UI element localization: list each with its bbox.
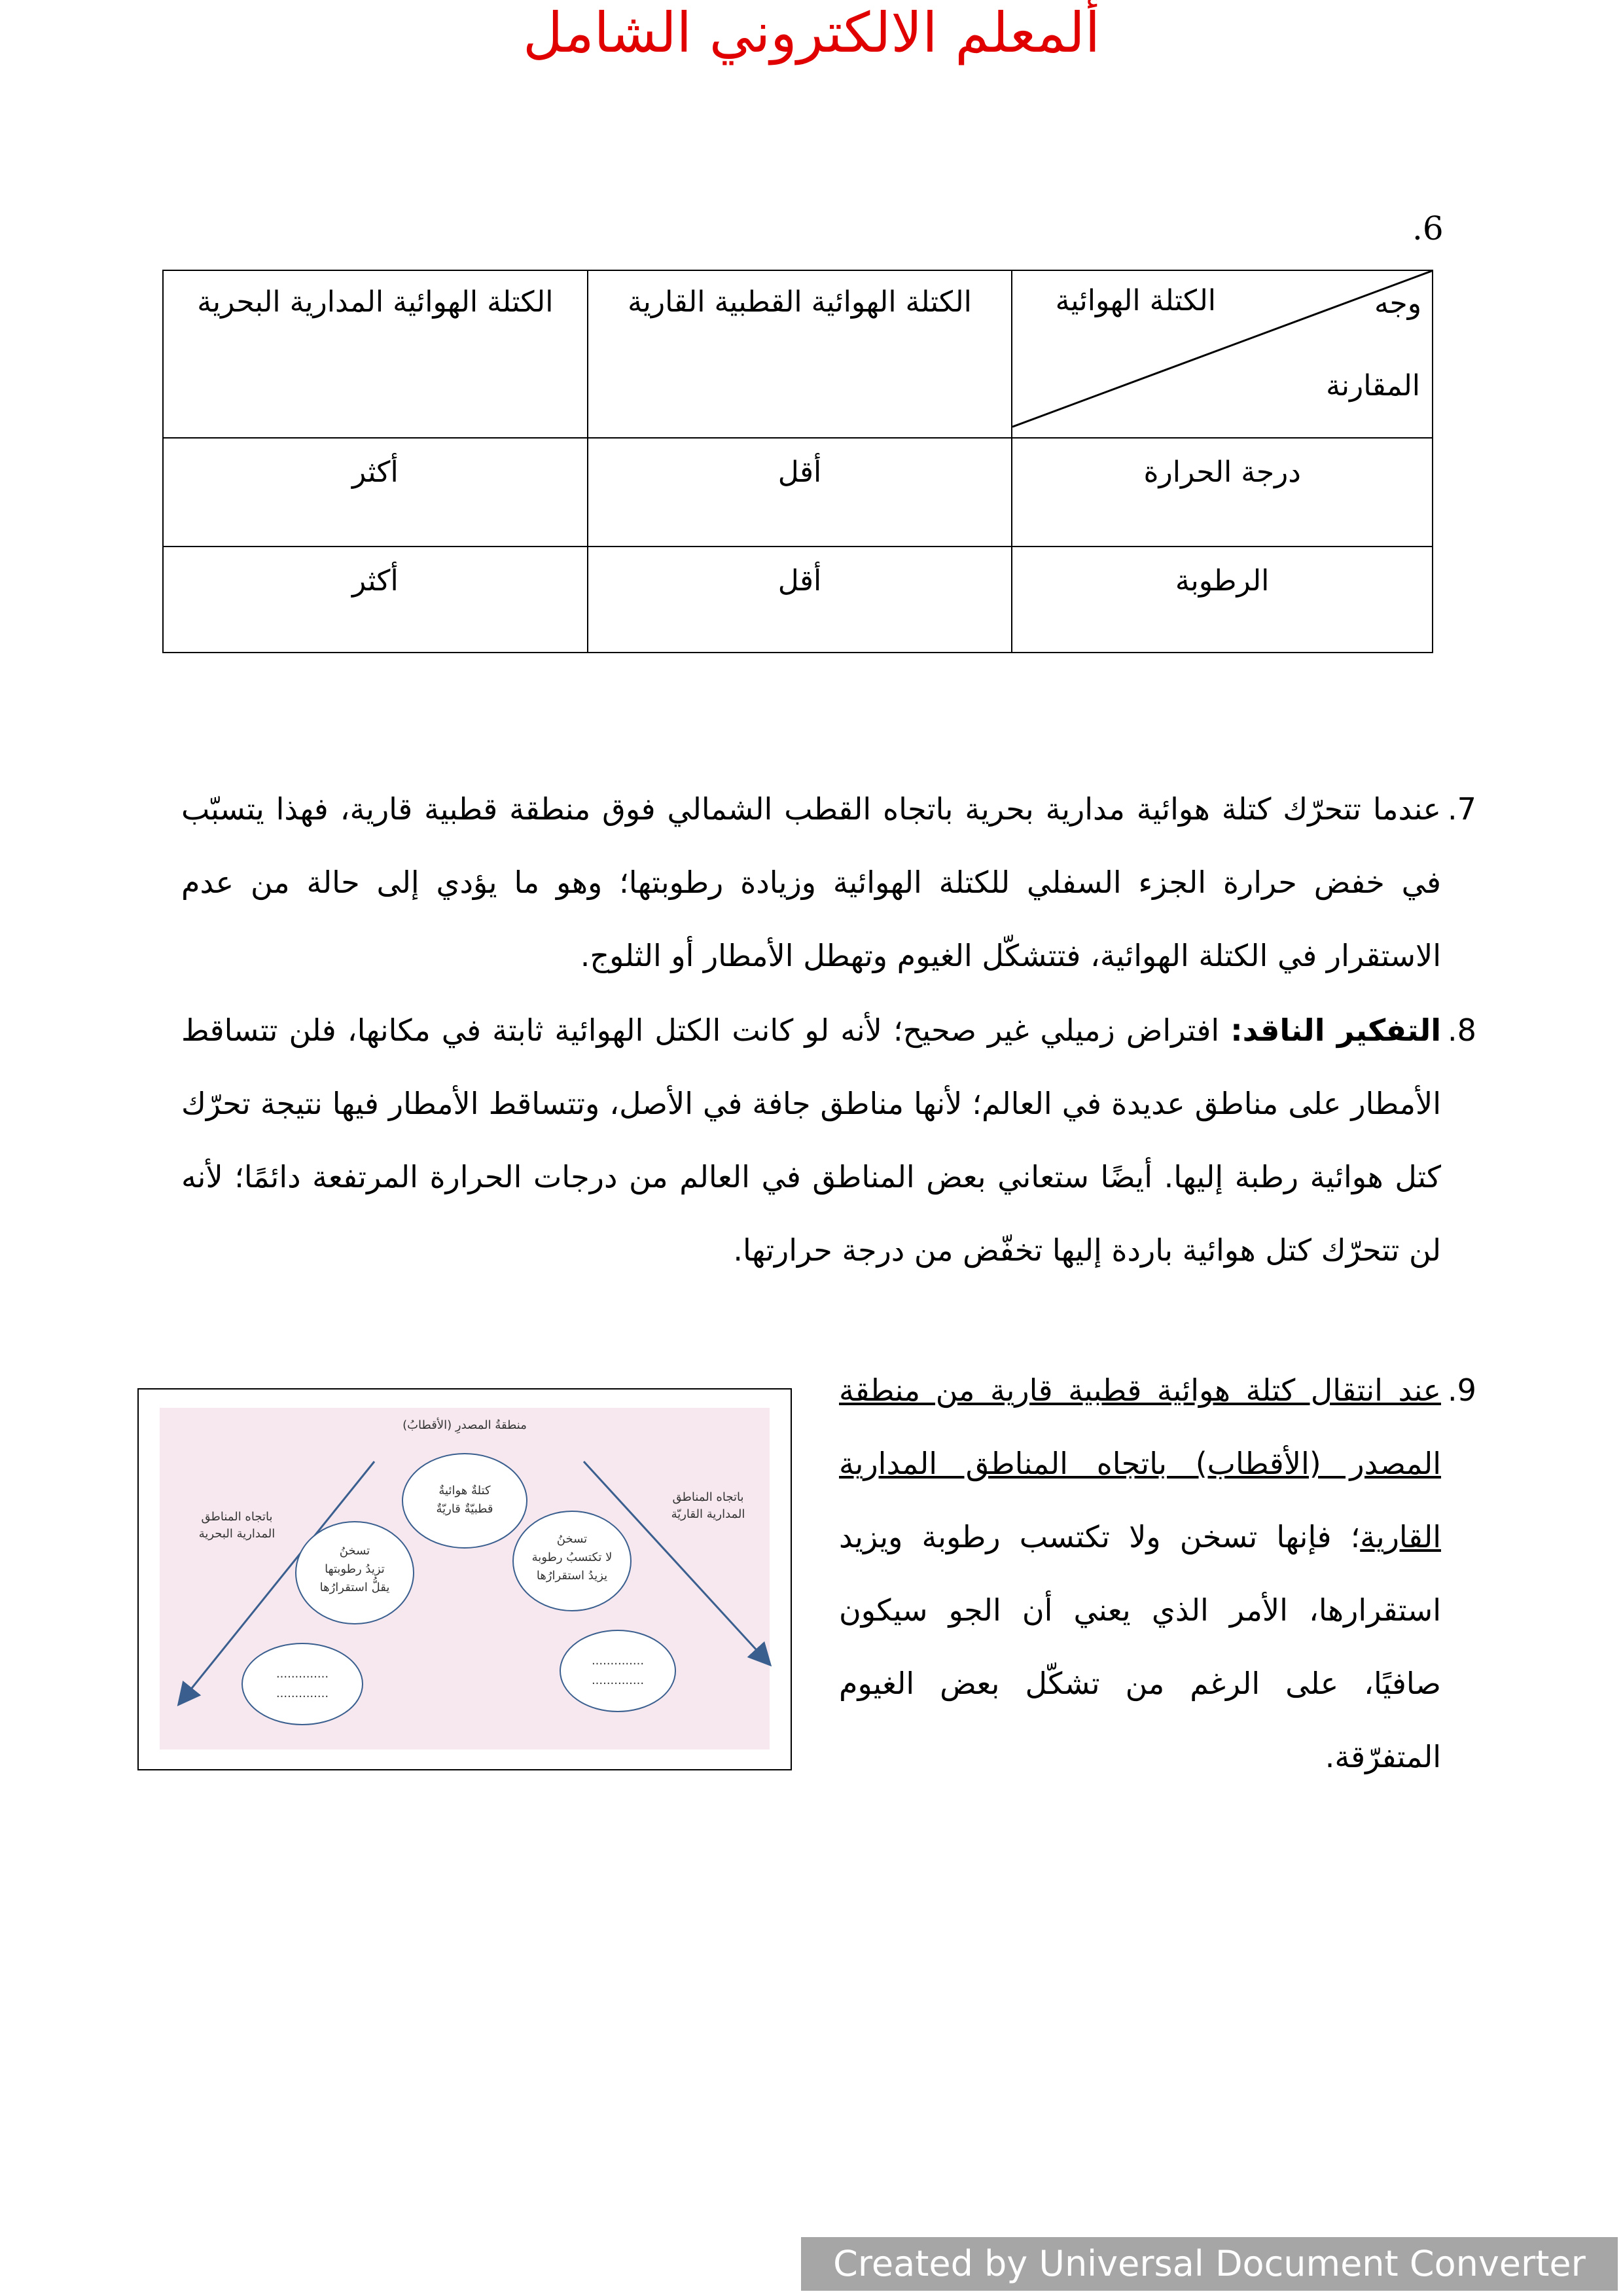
air-mass-diagram	[137, 1388, 792, 1770]
corner-bottom-label: المقارنة	[1326, 369, 1420, 403]
question-9-underlined-text: عند انتقال كتلة هوائية قطبية قارية من منطقة المصدر (الأقطاب) باتجاه المناطق المدارية القارية	[839, 1372, 1441, 1554]
corner-top-label: وجه	[1374, 287, 1421, 320]
left-empty-dots-2: ..............	[276, 1687, 329, 1700]
question-7-number: .7	[1448, 791, 1476, 827]
left-empty-bubble	[242, 1643, 363, 1725]
question-8-text: افتراض زميلي غير صحيح؛ لأنه لو كانت الكتل الهوائية ثابتة في مكانها، فلن تتساقط الأمطار على مناطق عديدة في العالم؛ لأنها مناطق جافة في الأصل، وتتساقط الأمطار فيها نتيجة تحرّك كتل هوائية رطبة إليها. أيضًا ستعاني بعض المناطق في العالم من درجات الحرارة المرتفعة دائمًا؛ لأنه لن تتحرّك كتل هوائية باردة إليها تخفّض من درجة حرارتها.	[181, 1013, 1441, 1268]
left-empty-dots-1: ..............	[276, 1667, 329, 1681]
cell-tropical-temperature: أكثر	[163, 438, 588, 547]
right-empty-dots-1: ..............	[591, 1654, 645, 1668]
header-tropical-maritime: الكتلة الهوائية المدارية البحرية	[163, 270, 588, 438]
right-arrow-label-1: باتجاه المناطق	[672, 1490, 744, 1504]
corner-mass-label: الكتلة الهوائية	[1055, 284, 1216, 317]
comparison-table	[162, 270, 1433, 653]
cell-polar-temperature: أقل	[588, 438, 1012, 547]
page-title: ألمعلم الالكتروني الشامل	[522, 1, 1101, 65]
watermark-banner: Created by Universal Document Converter	[801, 2237, 1618, 2291]
center-bubble	[402, 1454, 527, 1548]
header-polar-continental: الكتلة الهوائية القطبية القارية	[588, 270, 1012, 438]
table-corner-cell	[1012, 270, 1433, 438]
center-bubble-line-2: قطبيّةٌ قاريّةٌ	[436, 1502, 493, 1516]
cell-tropical-humidity: أكثر	[163, 547, 588, 653]
question-8-number: .8	[1448, 1013, 1476, 1048]
question-8-answer	[181, 994, 1441, 1287]
question-9-answer	[839, 1354, 1441, 1793]
question-7-answer: عندما تتحرّك كتلة هوائية مدارية بحرية باتجاه القطب الشمالي فوق منطقة قطبية قارية، فهذا يتسبّب في خفض حرارة الجزء السفلي للكتلة الهوائية وزيادة رطوبتها؛ وهو ما يؤدي إلى حالة من عدم الاستقرار في الكتلة الهوائية، فتتشكّل الغيوم وتهطل الأمطار أو الثلوج.	[181, 791, 1441, 973]
left-arrow-label-2: المدارية البحرية	[198, 1527, 276, 1541]
left-arrow-label-1: باتجاه المناطق	[201, 1510, 273, 1524]
table-header-row	[163, 270, 1433, 438]
right-empty-bubble	[560, 1630, 675, 1712]
critical-thinking-label: التفكير الناقد:	[1230, 1013, 1441, 1048]
left-bubble-line-1: تسخنُ	[339, 1544, 370, 1558]
left-bubble-line-2: تزيدُ رطوبتها	[325, 1562, 385, 1576]
question-6-number: .6	[1412, 209, 1444, 247]
table-row	[163, 547, 1433, 653]
diagram-svg	[139, 1390, 791, 1769]
center-bubble-line-1: كتلةٌ هوائيةٌ	[438, 1484, 491, 1498]
right-bubble-line-2: لا تكتسبُ رطوبة	[531, 1551, 613, 1564]
question-9-number: .9	[1448, 1372, 1476, 1408]
row-label-temperature: درجة الحرارة	[1012, 438, 1433, 547]
right-bubble-line-3: يزيدُ استقرارُها	[536, 1569, 608, 1583]
right-bubble-line-1: تسخنُ	[556, 1532, 588, 1546]
diagram-title: منطقةُ المصدرِ (الأقطابُ)	[402, 1418, 527, 1432]
table-row	[163, 438, 1433, 547]
question-9-text: ؛ فإنها تسخن ولا تكتسب رطوبة ويزيد استقرارها، الأمر الذي يعني أن الجو سيكون صافيًا، على الرغم من تشكّل بعض الغيوم المتفرّقة.	[839, 1519, 1441, 1774]
cell-polar-humidity: أقل	[588, 547, 1012, 653]
right-arrow-label-2: المدارية القاريّة	[671, 1507, 745, 1521]
row-label-humidity: الرطوبة	[1012, 547, 1433, 653]
right-empty-dots-2: ..............	[591, 1674, 645, 1687]
left-bubble-line-3: يقلُّ استقرارُها	[319, 1581, 390, 1594]
